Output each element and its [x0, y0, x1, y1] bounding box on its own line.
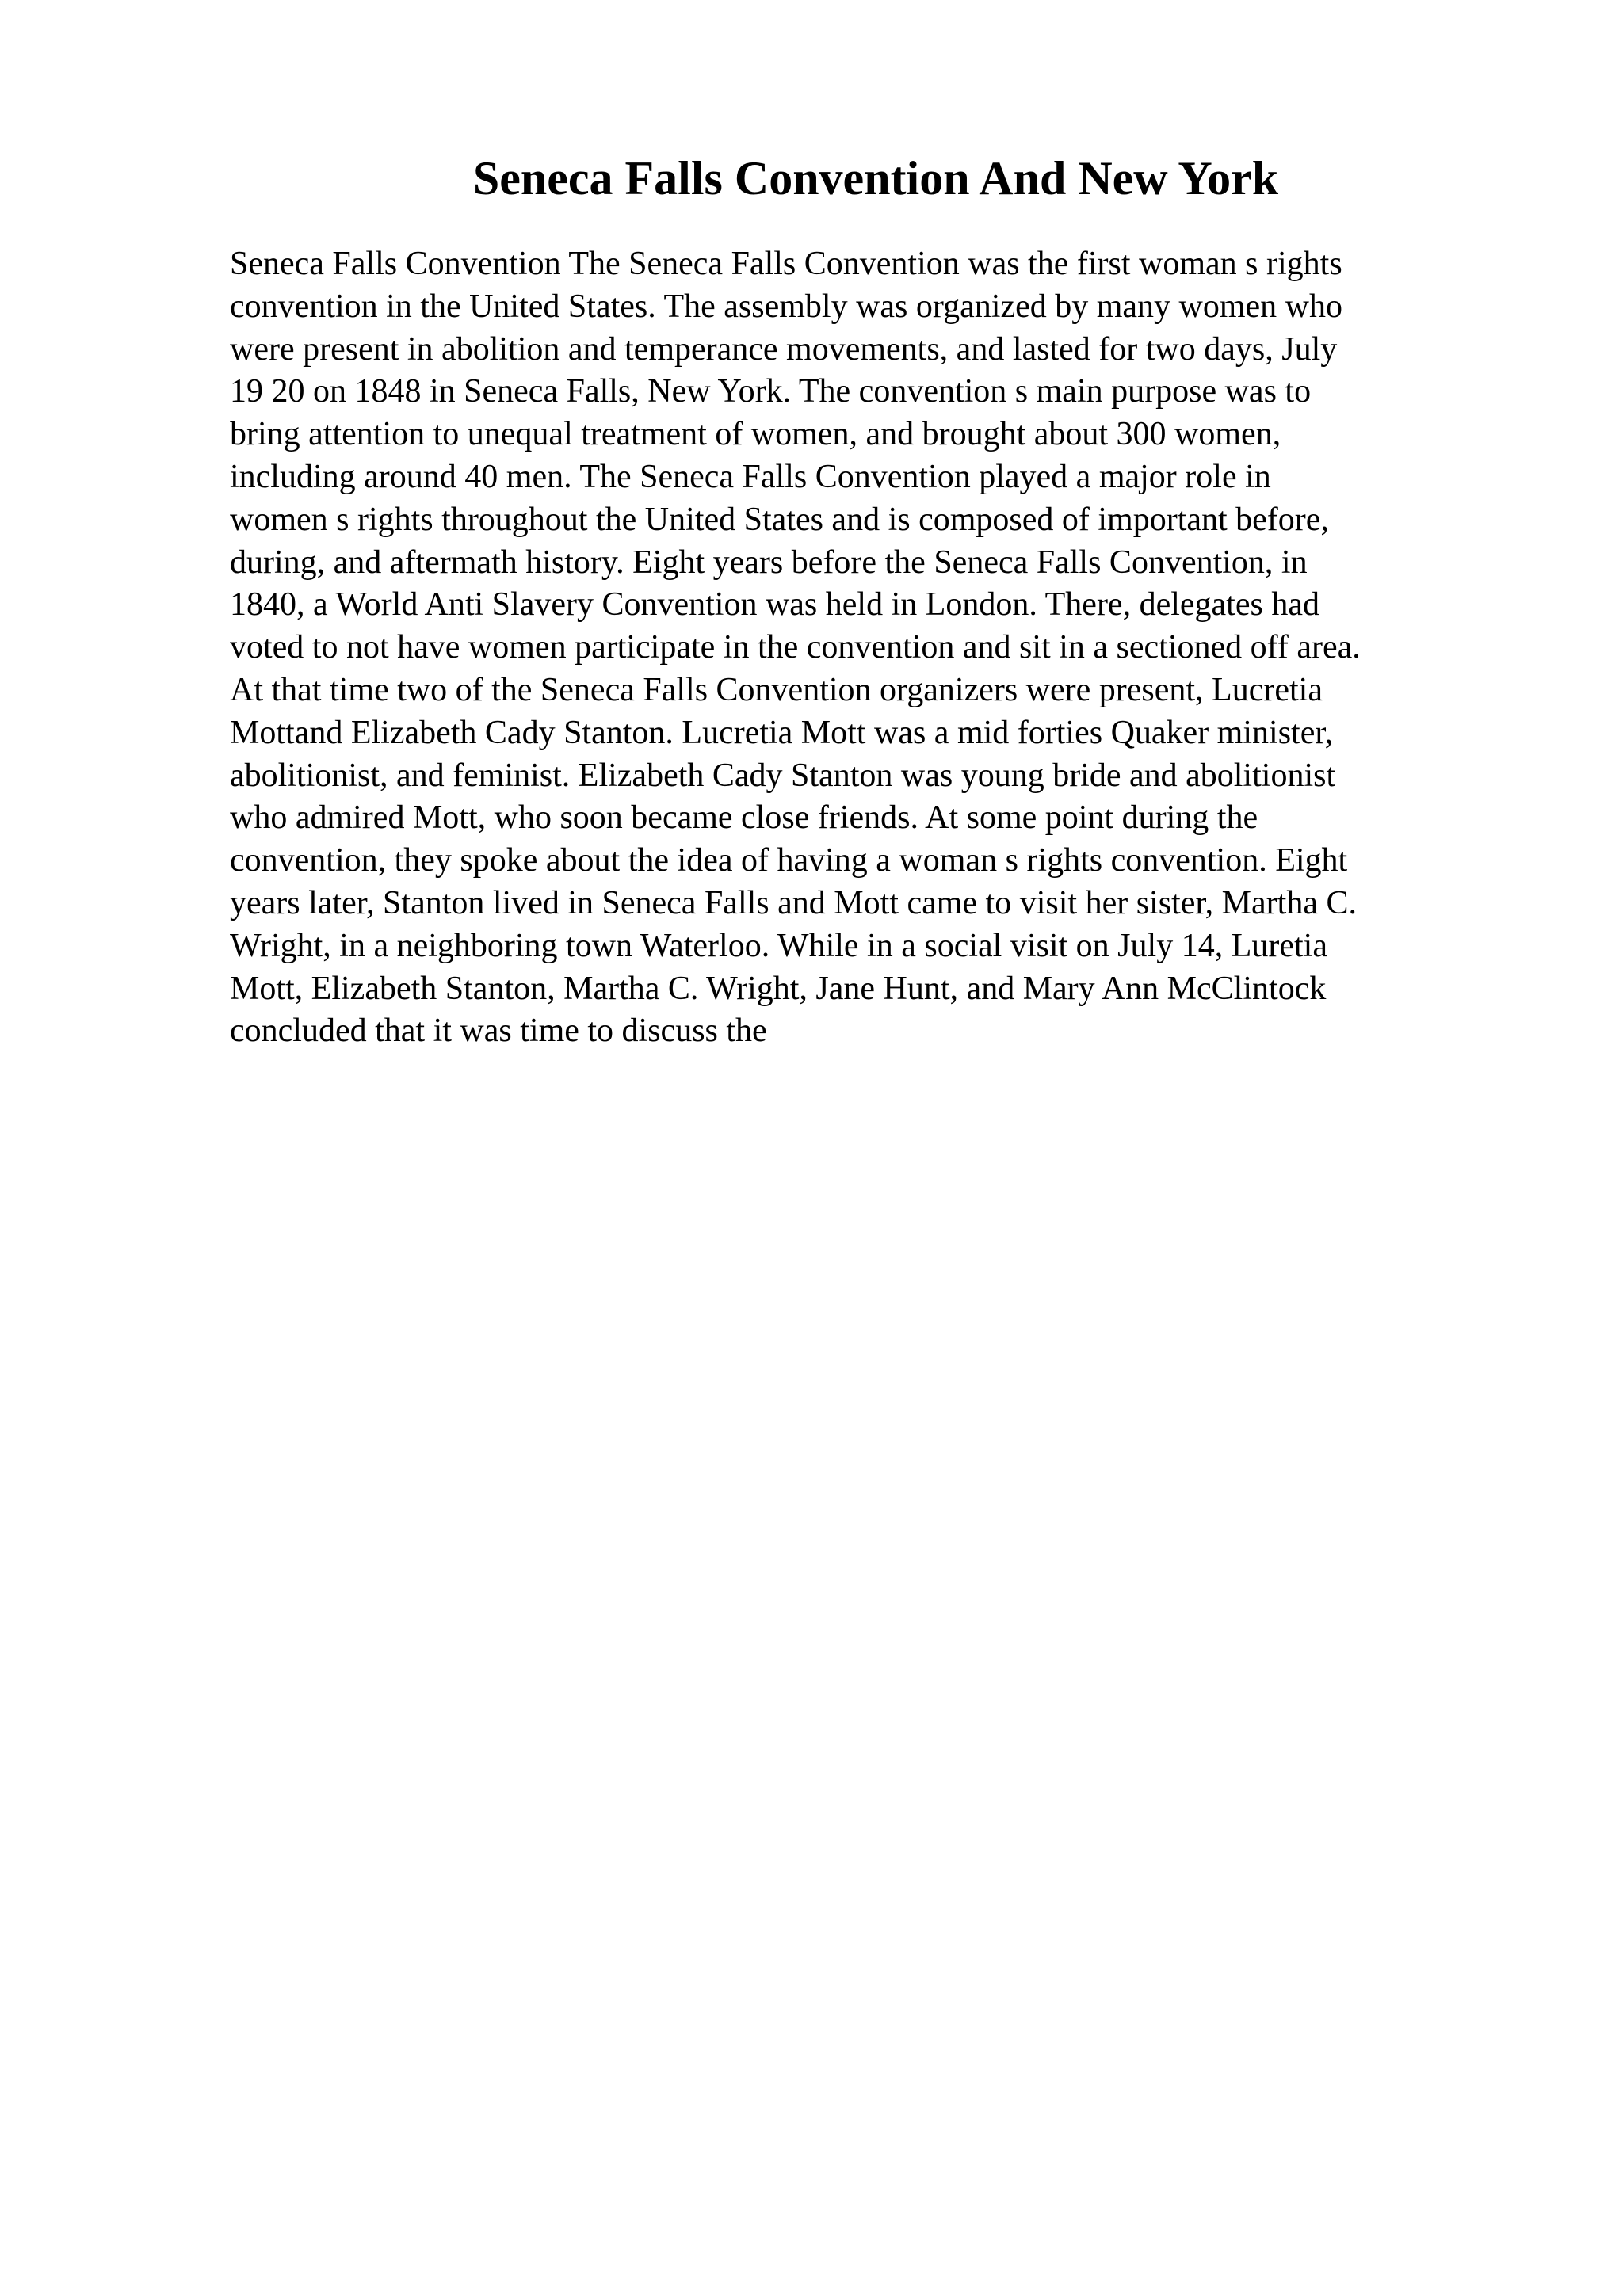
body-line: Mottand Elizabeth Cady Stanton. Lucretia Mott was a mid forties Quaker minister,: [230, 714, 1334, 751]
body-line: abolitionist, and feminist. Elizabeth Cady Stanton was young bride and abolitionist: [230, 757, 1336, 794]
document-body: [230, 243, 1514, 1053]
body-line: Wright, in a neighboring town Waterloo. While in a social visit on July 14, Luretia: [230, 927, 1327, 964]
body-line: Seneca Falls Convention The Seneca Falls Convention was the first woman s rights: [230, 246, 1342, 282]
body-line: during, and aftermath history. Eight years before the Seneca Falls Convention, in: [230, 543, 1308, 581]
body-line: concluded that it was time to discuss the: [230, 1013, 767, 1050]
body-line: including around 40 men. The Seneca Falls Convention played a major role in: [230, 458, 1271, 495]
body-line: years later, Stanton lived in Seneca Falls and Mott came to visit her sister, Martha C.: [230, 884, 1357, 921]
body-line: bring attention to unequal treatment of women, and brought about 300 women,: [230, 416, 1281, 453]
body-line: convention in the United States. The assembly was organized by many women who: [230, 288, 1343, 325]
body-line: Mott, Elizabeth Stanton, Martha C. Wright, Jane Hunt, and Mary Ann McClintock: [230, 970, 1327, 1007]
document-title: Seneca Falls Convention And New York: [472, 152, 1279, 204]
body-line: convention, they spoke about the idea of having a woman s rights convention. Eight: [230, 842, 1348, 879]
body-line: At that time two of the Seneca Falls Convention organizers were present, Lucretia: [230, 671, 1323, 708]
body-line: 1840, a World Anti Slavery Convention was held in London. There, delegates had: [230, 586, 1319, 624]
body-line: 19 20 on 1848 in Seneca Falls, New York. The convention s main purpose was to: [230, 373, 1312, 410]
body-line: were present in abolition and temperance movements, and lasted for two days, July: [230, 330, 1338, 368]
body-line: voted to not have women participate in the convention and sit in a sectioned off area.: [230, 629, 1361, 666]
body-line: who admired Mott, who soon became close friends. At some point during the: [230, 799, 1258, 837]
body-line: women s rights throughout the United States and is composed of important before,: [230, 501, 1329, 538]
